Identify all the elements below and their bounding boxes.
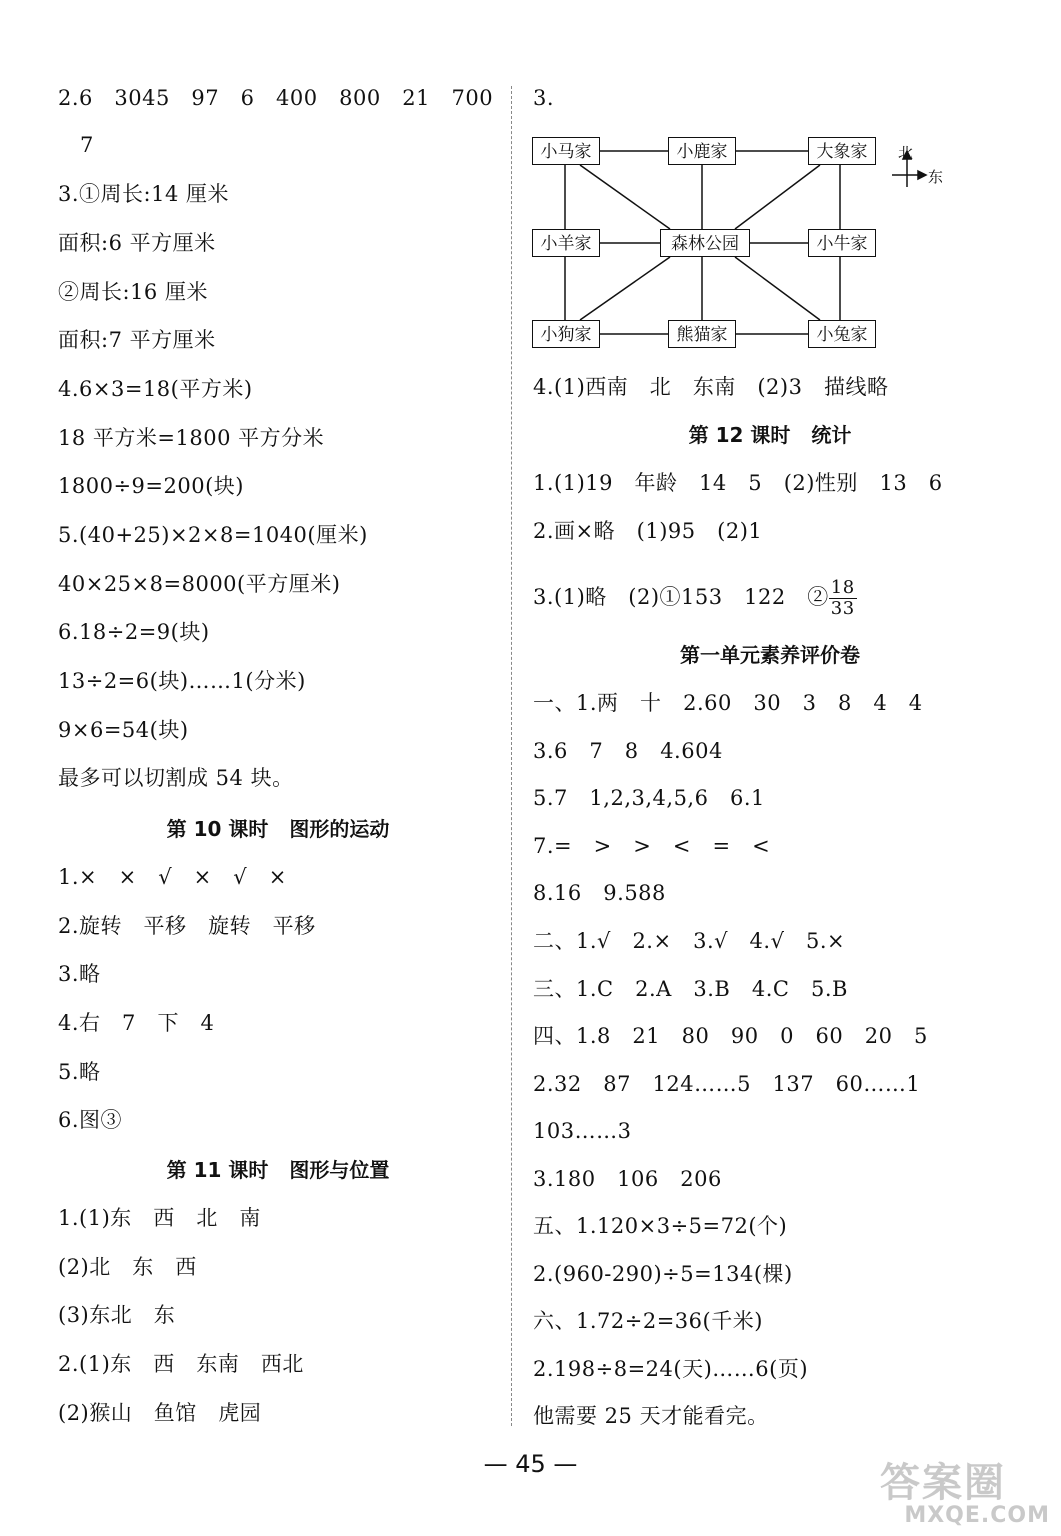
map-node-niu: 小牛家 <box>808 229 876 257</box>
section-heading: 第 12 课时 统计 <box>688 423 852 447</box>
answer-line: 一、1.两 十 2.60 30 3 8 4 4 <box>533 691 923 715</box>
answer-line: 4.右 7 下 4 <box>58 1011 215 1035</box>
answer-line: 2.旋转 平移 旋转 平移 <box>58 914 316 938</box>
answer-line: 7 <box>80 133 94 157</box>
answer-line: 他需要 25 天才能看完。 <box>533 1404 769 1428</box>
answer-line: 1.(1)19 年龄 14 5 (2)性别 13 6 <box>533 471 943 495</box>
answer-line: 5.(40+25)×2×8=1040(厘米) <box>58 523 368 547</box>
answer-line: 面积:6 平方厘米 <box>58 231 216 255</box>
answer-line: 二、1.√ 2.× 3.√ 4.√ 5.× <box>533 929 846 953</box>
answer-line: (2)猴山 鱼馆 虎园 <box>58 1401 262 1425</box>
watermark-logo <box>880 1462 1050 1532</box>
answer-line: 103……3 <box>533 1119 632 1143</box>
page-number: — 45 — <box>483 1450 578 1478</box>
answer-line: 9×6=54(块) <box>58 718 189 742</box>
answer-line: 1.(1)东 西 北 南 <box>58 1206 261 1230</box>
section-heading: 第一单元素养评价卷 <box>680 643 860 667</box>
compass-east-label: 东 <box>928 168 944 186</box>
answer-line: 18 平方米=1800 平方分米 <box>58 426 325 450</box>
answer-line: 2.32 87 124……5 137 60……1 <box>533 1072 921 1096</box>
fraction-numerator: 18 <box>830 577 855 598</box>
answer-line-fraction <box>533 578 857 619</box>
answer-line: 3.6 7 8 4.604 <box>533 739 723 763</box>
answer-line: 面积:7 平方厘米 <box>58 328 216 352</box>
answer-line: 2.(960-290)÷5=134(棵) <box>533 1262 793 1286</box>
answer-line: 6.18÷2=9(块) <box>58 620 210 644</box>
answer-line: (3)东北 东 <box>58 1303 176 1327</box>
answer-line: 2.6 3045 97 6 400 800 21 700 <box>58 86 494 110</box>
answer-line: 3.①周长:14 厘米 <box>58 182 230 206</box>
answer-line: (2)北 东 西 <box>58 1255 197 1279</box>
answer-line: 13÷2=6(块)……1(分米) <box>58 669 306 693</box>
answer-line: 3. <box>533 86 555 110</box>
answer-line: 2.(1)东 西 东南 西北 <box>58 1352 304 1376</box>
map-node-xiongmao: 熊猫家 <box>668 320 736 348</box>
answer-line: 六、1.72÷2=36(千米) <box>533 1309 763 1333</box>
answer-line: 四、1.8 21 80 90 0 60 20 5 <box>533 1024 928 1048</box>
answer-line: 7.= > > < = < <box>533 834 771 858</box>
answer-line: 2.198÷8=24(天)……6(页) <box>533 1357 809 1381</box>
map-node-tu: 小兔家 <box>808 320 876 348</box>
answer-line: 40×25×8=8000(平方厘米) <box>58 572 341 596</box>
answer-line: 8.16 9.588 <box>533 881 666 905</box>
fraction-denominator: 33 <box>830 598 855 619</box>
map-node-ma: 小马家 <box>532 137 600 165</box>
answer-line: 最多可以切割成 54 块。 <box>58 766 294 790</box>
map-node-gou: 小狗家 <box>532 320 600 348</box>
fraction <box>829 578 857 619</box>
answer-line: 1800÷9=200(块) <box>58 474 244 498</box>
map-node-yang: 小羊家 <box>532 229 600 257</box>
answer-line: 五、1.120×3÷5=72(个) <box>533 1214 788 1238</box>
answer-line: 6.图③ <box>58 1108 123 1132</box>
answer-line: 3.180 106 206 <box>533 1167 722 1191</box>
answer-line: 4.6×3=18(平方米) <box>58 377 253 401</box>
answer-line: 2.画×略 (1)95 (2)1 <box>533 519 763 543</box>
answer-line: 5.7 1,2,3,4,5,6 6.1 <box>533 786 765 810</box>
answer-line: 5.略 <box>58 1060 101 1084</box>
map-node-lu: 小鹿家 <box>668 137 736 165</box>
fraction-prefix: 3.(1)略 (2)①153 122 ② <box>533 585 829 609</box>
answer-line: 3.略 <box>58 962 101 986</box>
answer-line: 4.(1)西南 北 东南 (2)3 描线略 <box>533 375 889 399</box>
compass-north-label: 北 <box>898 144 914 162</box>
answer-line: 1.× × √ × √ × <box>58 865 287 889</box>
answer-line: ②周长:16 厘米 <box>58 280 208 304</box>
watermark-text: 答案圈 <box>880 1460 1006 1506</box>
section-heading: 第 10 课时 图形的运动 <box>166 817 390 841</box>
column-divider <box>511 86 512 1426</box>
watermark-url: MXQE.COM <box>904 1503 1050 1528</box>
section-heading: 第 11 课时 图形与位置 <box>166 1158 390 1182</box>
map-node-xiang: 大象家 <box>808 137 876 165</box>
map-node-park: 森林公园 <box>660 229 750 257</box>
answer-line: 三、1.C 2.A 3.B 4.C 5.B <box>533 977 848 1001</box>
